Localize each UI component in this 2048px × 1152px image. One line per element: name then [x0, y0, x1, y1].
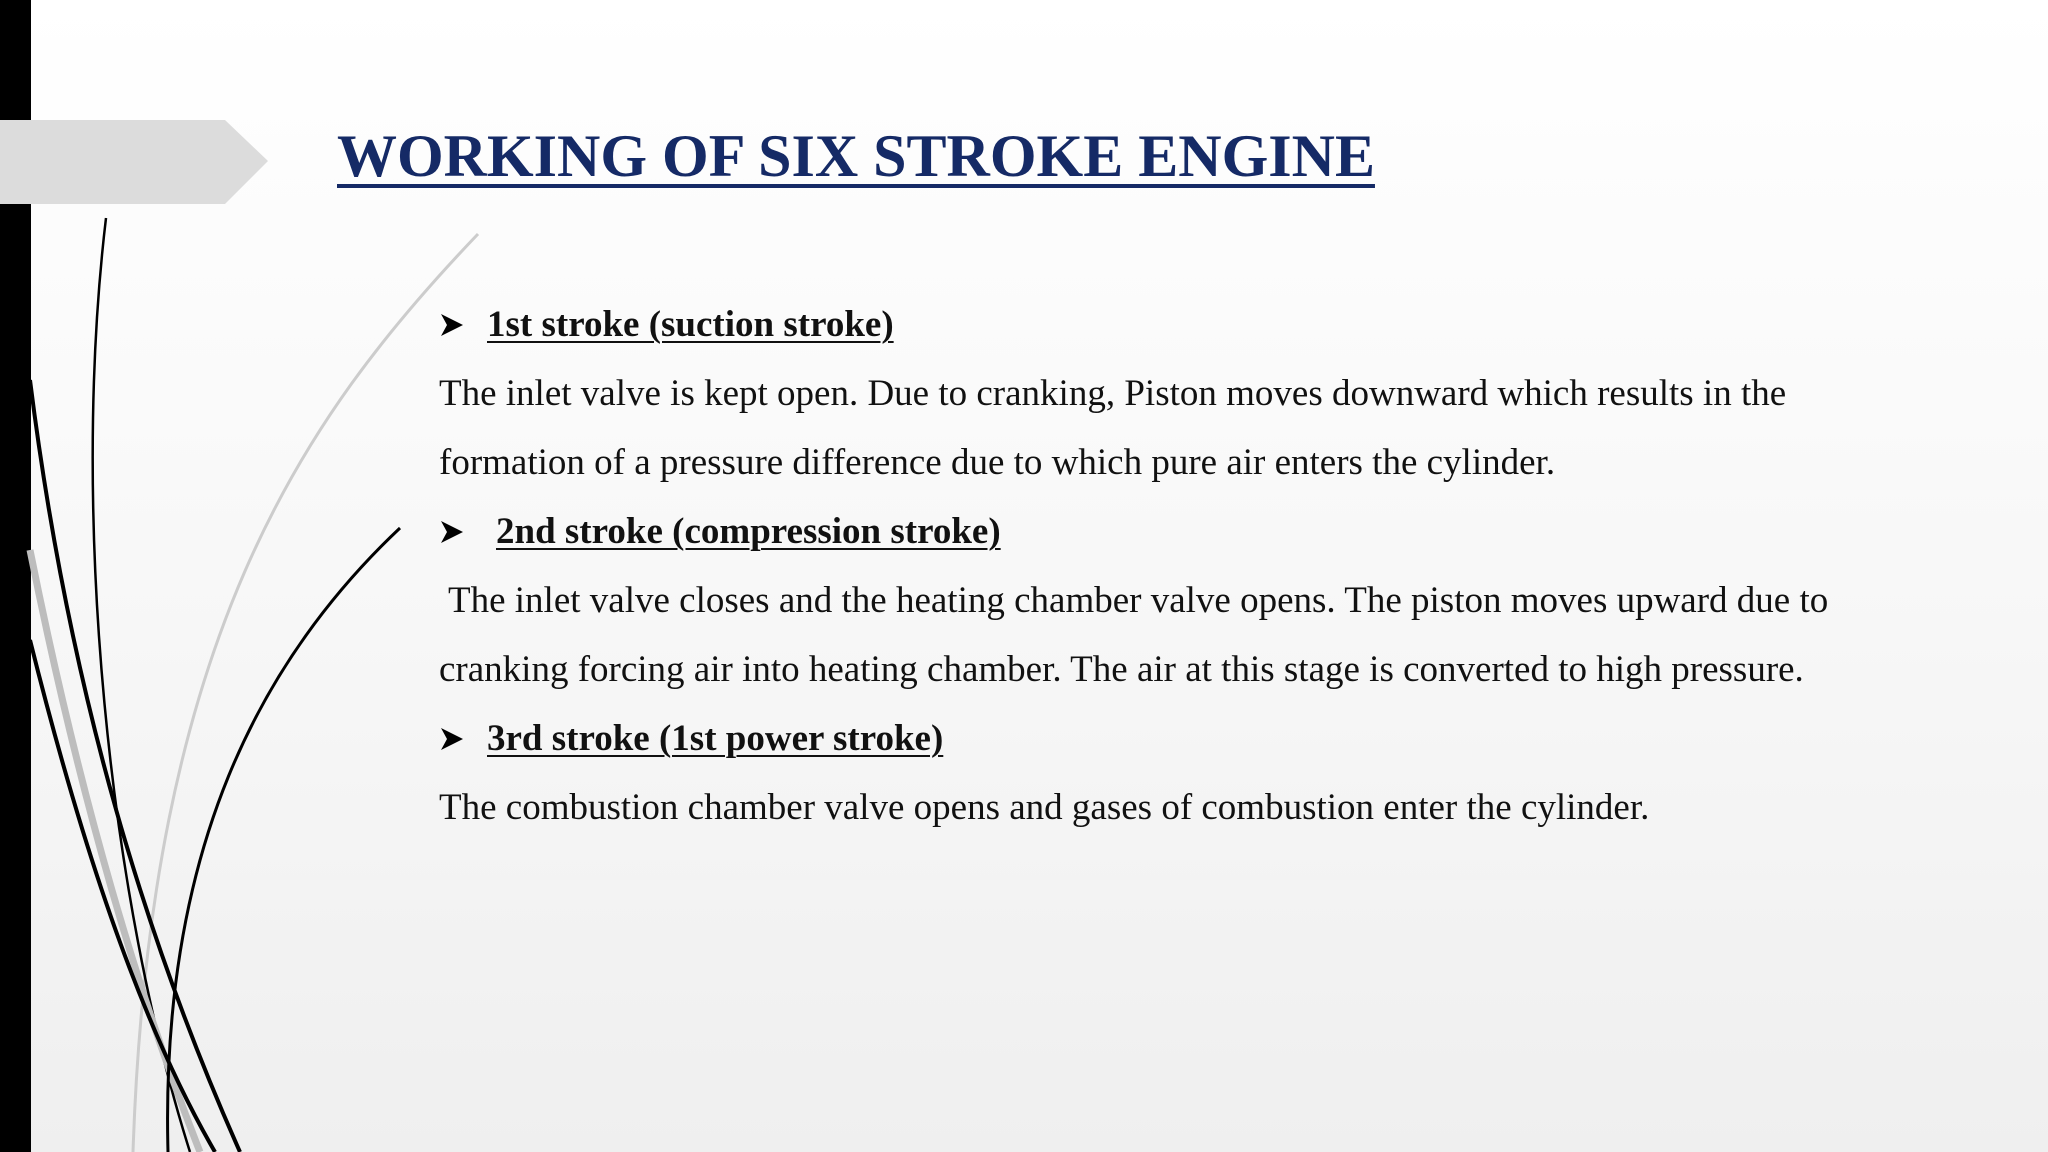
section-heading-line: [439, 497, 1939, 566]
section-heading-line: [439, 704, 1939, 773]
body-text-line: formation of a pressure difference due to which pure air enters the cylinder.: [439, 442, 1556, 483]
section-heading-line: [439, 290, 1939, 359]
arrow-bullet-icon: [439, 726, 487, 752]
arrow-bullet-icon: [439, 312, 487, 338]
body-text-line: The inlet valve is kept open. Due to cranking, Piston moves downward which results in the: [439, 373, 1787, 414]
body-text-line: The combustion chamber valve opens and gases of combustion enter the cylinder.: [439, 787, 1650, 828]
section-heading: 3rd stroke (1st power stroke): [487, 718, 944, 759]
body-text-line: The inlet valve closes and the heating chamber valve opens. The piston moves upward due to: [448, 580, 1829, 621]
section-heading: 1st stroke (suction stroke): [487, 304, 894, 345]
slide-content: [439, 290, 1939, 842]
slide-title: WORKING OF SIX STROKE ENGINE: [337, 123, 1375, 189]
arrow-bullet-icon: [439, 519, 496, 545]
body-text-line: cranking forcing air into heating chamber. The air at this stage is converted to high pressure.: [439, 649, 1804, 690]
section-heading: 2nd stroke (compression stroke): [496, 511, 1001, 552]
